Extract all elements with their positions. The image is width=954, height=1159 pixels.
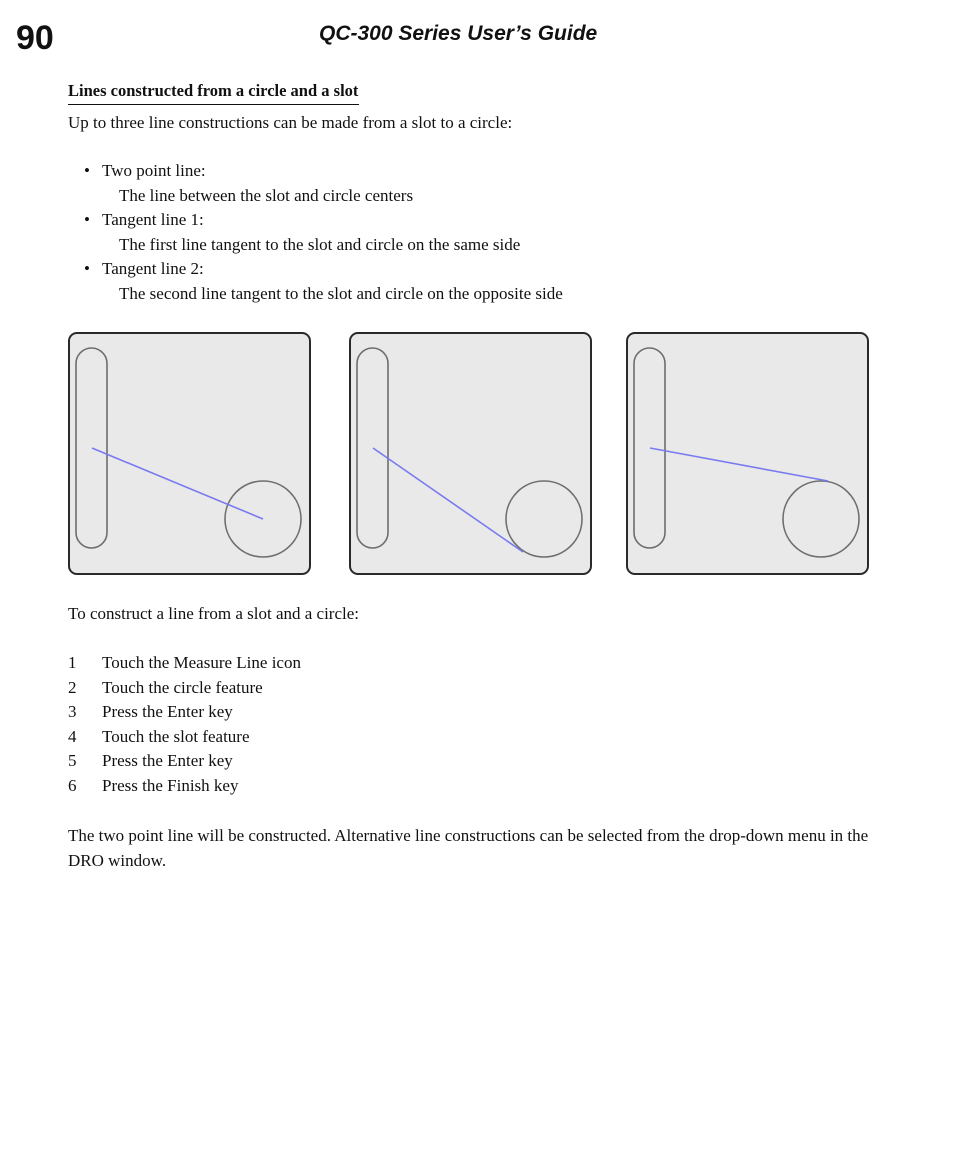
bullet-description: The line between the slot and circle centers: [119, 185, 414, 205]
bullet-two-point-line: [84, 159, 563, 184]
section-heading: Lines constructed from a circle and a slot: [68, 80, 359, 105]
bullet-title: Tangent line 1:: [102, 210, 204, 230]
step-item: [68, 749, 301, 774]
diagram-two-point-line-svg: [68, 332, 311, 575]
diagram-two-point-line: [68, 332, 311, 575]
diagram-tangent-line-2: [626, 332, 869, 575]
step-text: Touch the circle feature: [102, 677, 263, 697]
bullet-tangent-line-1: [84, 208, 563, 233]
diagram-tangent-line-1-svg: [349, 332, 592, 575]
step-text: Press the Enter key: [102, 702, 233, 722]
bullet-tangent-line-2: [84, 257, 563, 282]
step-text: Press the Finish key: [102, 775, 239, 795]
bullet-description: The first line tangent to the slot and circle on the same side: [119, 234, 521, 254]
bullet-icon: •: [84, 210, 90, 230]
diagram-tangent-line-1: [349, 332, 592, 575]
step-list: [68, 651, 301, 799]
step-text: Touch the slot feature: [102, 726, 250, 746]
bullet-title: Two point line:: [102, 161, 206, 180]
step-number: 4: [68, 726, 77, 746]
step-number: 5: [68, 751, 77, 771]
bullet-icon: •: [84, 259, 90, 279]
bullet-list: [84, 159, 563, 307]
diagram-frame: [627, 333, 868, 574]
procedure-intro: To construct a line from a slot and a circle:: [68, 604, 360, 623]
step-number: 1: [68, 653, 77, 672]
step-number: 3: [68, 702, 77, 722]
step-item: [68, 774, 301, 799]
step-item: [68, 676, 301, 701]
bullet-description: The second line tangent to the slot and circle on the opposite side: [119, 283, 563, 303]
step-item: [68, 651, 301, 676]
intro-paragraph: Up to three line constructions can be made from a slot to a circle:: [68, 113, 513, 132]
step-text: Press the Enter key: [102, 751, 233, 771]
page-number: 90: [16, 19, 54, 57]
bullet-icon: •: [84, 161, 90, 180]
step-number: 6: [68, 775, 77, 795]
bullet-title: Tangent line 2:: [102, 259, 204, 279]
diagram-frame: [350, 333, 591, 574]
step-item: [68, 700, 301, 725]
running-title: QC-300 Series User’s Guide: [319, 22, 598, 45]
step-text: Touch the Measure Line icon: [102, 653, 301, 672]
closing-paragraph: The two point line will be constructed. Alternative line constructions can be selected from the drop-down menu in the DRO window.: [68, 826, 869, 870]
step-number: 2: [68, 677, 77, 697]
step-item: [68, 725, 301, 750]
diagram-tangent-line-2-svg: [626, 332, 869, 575]
